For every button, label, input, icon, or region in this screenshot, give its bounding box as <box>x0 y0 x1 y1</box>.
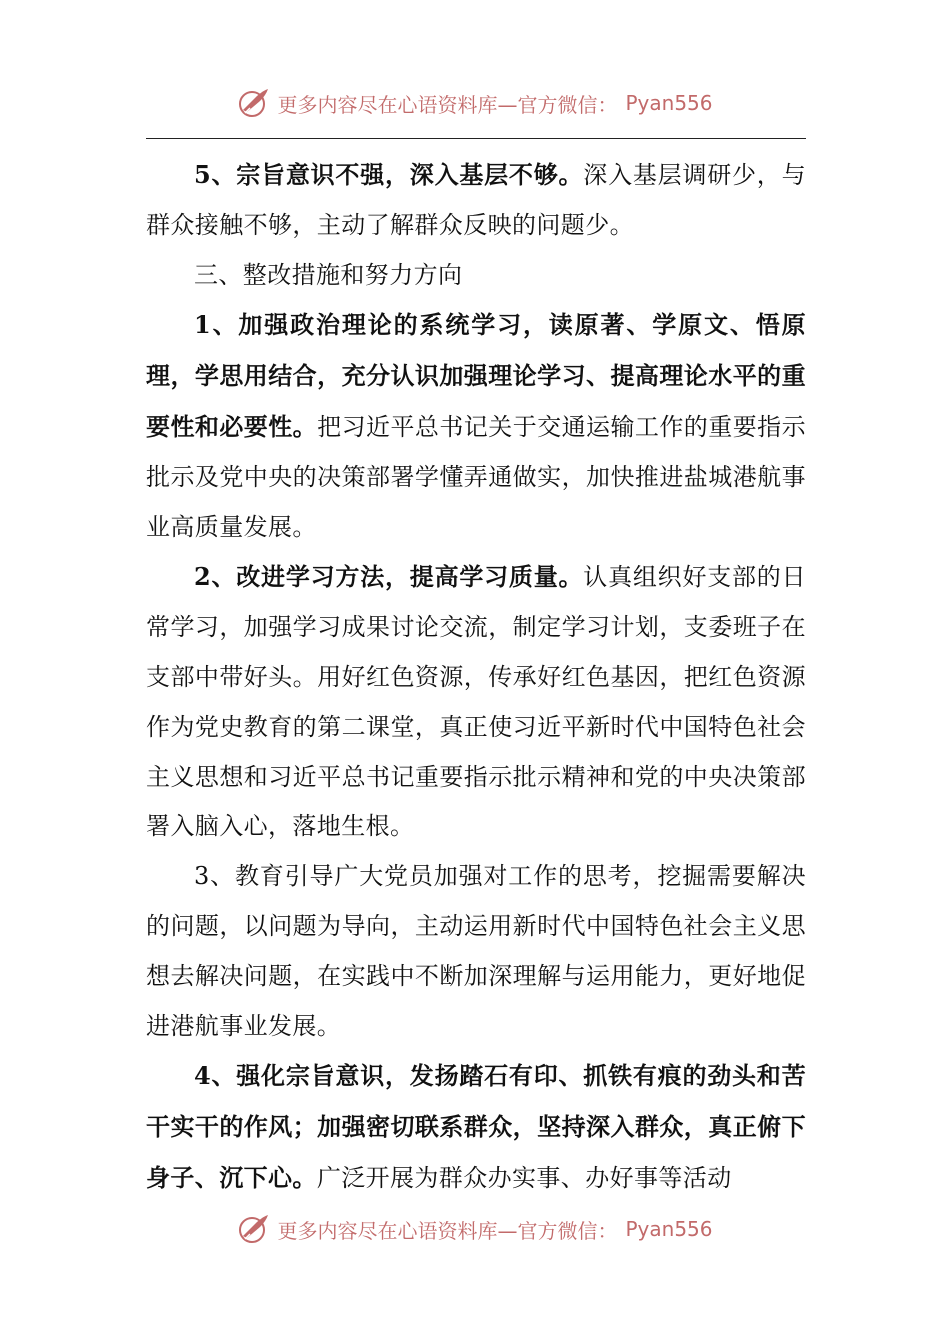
footer-watermark <box>0 1212 950 1246</box>
measure-1 <box>146 300 806 552</box>
paragraph-bold-lead: 2、改进学习方法，提高学习质量。 <box>194 562 584 592</box>
watermark-handle: Pyan556 <box>625 91 713 115</box>
document-body <box>146 150 806 1204</box>
paragraph-bold-lead: 4、强化宗旨意识，发扬踏石有印、抓铁有痕的劲头和苦干实干的作风；加强密切联系群众，坚持深入群众，真正俯下身子、沉下心。 <box>146 1061 806 1192</box>
paragraph-text: 认真组织好支部的日常学习，加强学习成果讨论交流，制定学习计划，支委班子在支部中带好头。用好红色资源，传承好红色基因，把红色资源作为党史教育的第二课堂，真正使习近平新时代中国特色社会主义思想和习近平总书记重要指示批示精神和党的中央决策部署入脑入心，落地生根。 <box>146 563 806 841</box>
paragraph-text: 3、教育引导广大党员加强对工作的思考，挖掘需要解决的问题，以问题为导向，主动运用新时代中国特色社会主义思想去解决问题，在实践中不断加深理解与运用能力，更好地促进港航事业发展。 <box>146 862 806 1040</box>
measure-3 <box>146 852 806 1051</box>
watermark-text: 更多内容尽在心语资料库—官方微信： <box>277 1218 618 1243</box>
quill-pen-logo-icon <box>237 1212 271 1246</box>
paragraph-bold-lead: 1、加强政治理论的系统学习，读原著、学原文、悟原理，学思用结合，充分认识加强理论学习、提高理论水平的重要性和必要性。 <box>146 310 806 441</box>
section-heading: 三、整改措施和努力方向 <box>194 260 463 289</box>
paragraph-bold-lead: 5、宗旨意识不强，深入基层不够。 <box>194 160 584 189</box>
quill-pen-logo-icon <box>237 86 271 120</box>
watermark-handle: Pyan556 <box>625 1217 713 1241</box>
paragraph-text: 广泛开展为群众办实事、办好事等活动 <box>316 1163 732 1192</box>
watermark-text: 更多内容尽在心语资料库—官方微信： <box>277 92 618 117</box>
header-watermark <box>0 86 950 120</box>
measure-4 <box>146 1051 806 1203</box>
paragraph-5 <box>146 150 806 251</box>
paragraph-text: 把习近平总书记关于交通运输工作的重要指示批示及党中央的决策部署学懂弄通做实，加快推进盐城港航事业高质量发展。 <box>146 412 806 541</box>
header-divider <box>146 138 806 139</box>
measure-2 <box>146 552 806 852</box>
paragraph-text: 深入基层调研少，与群众接触不够，主动了解群众反映的问题少。 <box>146 161 806 239</box>
